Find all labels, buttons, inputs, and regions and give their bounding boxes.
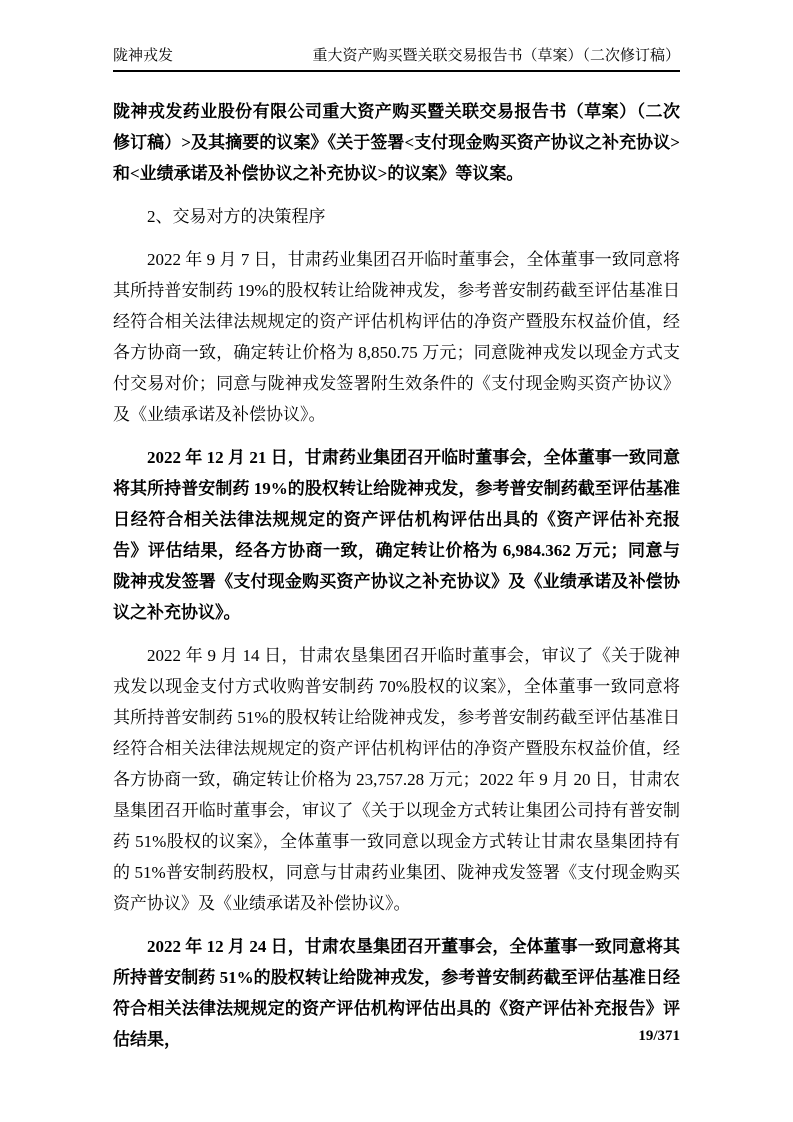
section-heading-counterparty-decision-procedure: 2、交易对方的决策程序 bbox=[147, 207, 326, 226]
paragraph-proposals-continuation: 陇神戎发药业股份有限公司重大资产购买暨关联交易报告书（草案）（二次修订稿）>及其摘要的议案》《关于签署<支付现金购买资产协议之补充协议>和<业绩承诺及补偿协议之补充协议>的议案》等议案。 bbox=[113, 102, 680, 183]
header-document-title: 重大资产购买暨关联交易报告书（草案）（二次修订稿） bbox=[312, 48, 680, 64]
page-content bbox=[113, 0, 680, 1067]
page-header bbox=[113, 0, 680, 72]
paragraph-nongken-group-board-2022-09-14: 2022 年 9 月 14 日，甘肃农垦集团召开临时董事会，审议了《关于陇神戎发以现金支付方式收购普安制药 70%股权的议案》，全体董事一致同意将其所持普安制药 51%的股权转让给陇神戎发，参考普安制药截至评估基准日经符合相关法律法规规定的资产评估机构评估的净资产暨股东权益价值，经各方协商一致，确定转让价格为 23,757.28 万元；2022 年 9 月 20 日，甘肃农垦集团召开临时董事会，审议了《关于以现金方式转让集团公司持有普安制药 51%股权的议案》，全体董事一致同意以现金方式转让甘肃农垦集团持有的 51%普安制药股权，同意与甘肃药业集团、陇神戎发签署《支付现金购买资产协议》及《业绩承诺及补偿协议》。 bbox=[113, 646, 680, 913]
header-company-name: 陇神戎发 bbox=[113, 48, 174, 64]
page-footer bbox=[113, 1026, 680, 1046]
paragraph-nongken-group-board-2022-12-24: 2022 年 12 月 24 日，甘肃农垦集团召开董事会，全体董事一致同意将其所持普安制药 51%的股权转让给陇神戎发，参考普安制药截至评估基准日经符合相关法律法规规定的资产评估机构评估出具的《资产评估补充报告》评估结果， bbox=[113, 937, 680, 1049]
document-body bbox=[113, 96, 680, 1055]
paragraph-pharma-group-board-2022-12-21: 2022 年 12 月 21 日，甘肃药业集团召开临时董事会，全体董事一致同意将其所持普安制药 19%的股权转让给陇神戎发，参考普安制药截至评估基准日经符合相关法律法规规定的资产评估机构评估出具的《资产评估补充报告》评估结果，经各方协商一致，确定转让价格为 6,984.362 万元；同意与陇神戎发签署《支付现金购买资产协议之补充协议》及《业绩承诺及补偿协议之补充协议》。 bbox=[113, 448, 680, 622]
page-number: 19/371 bbox=[638, 1028, 680, 1044]
paragraph-pharma-group-board-2022-09-07: 2022 年 9 月 7 日，甘肃药业集团召开临时董事会，全体董事一致同意将其所持普安制药 19%的股权转让给陇神戎发，参考普安制药截至评估基准日经符合相关法律法规规定的资产评估机构评估的净资产暨股东权益价值，经各方协商一致，确定转让价格为 8,850.75 万元；同意陇神戎发以现金方式支付交易对价；同意与陇神戎发签署附生效条件的《支付现金购买资产协议》及《业绩承诺及补偿协议》。 bbox=[113, 250, 680, 424]
